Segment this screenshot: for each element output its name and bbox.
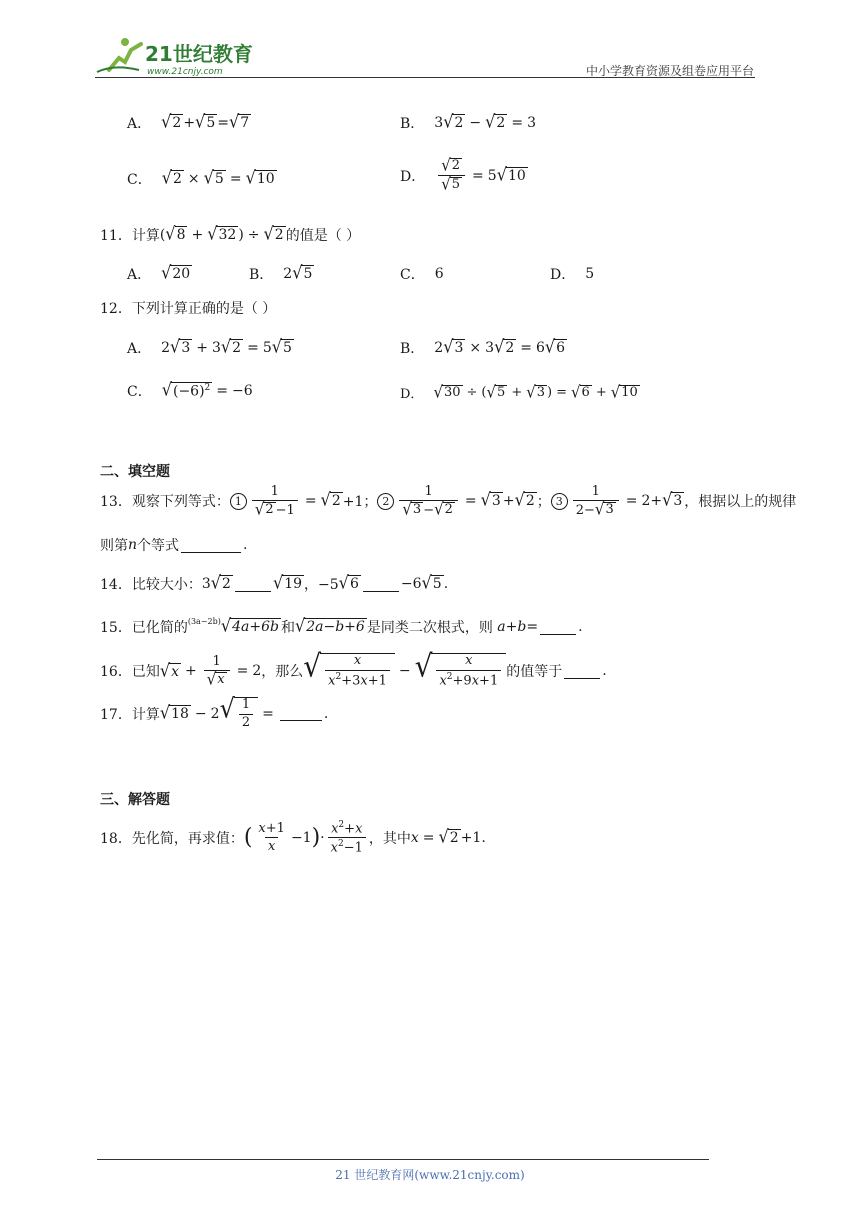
q17-answer-blank[interactable] xyxy=(280,706,322,721)
q12-stem: 12． 下列计算正确的是（ ） xyxy=(100,301,277,317)
footer-text: 21 世纪教育网(www.21cnjy.com) xyxy=(335,1168,525,1182)
logo xyxy=(95,36,260,78)
q14-blank-2[interactable] xyxy=(363,577,399,592)
q15-answer-blank[interactable] xyxy=(540,620,576,635)
q10-option-b: B． 3 √ 2 − √ 2 = 3 xyxy=(400,111,536,133)
q13-line2: 则第 n 个等式 . xyxy=(100,537,248,554)
q18-stem: 18． 先化简，再求值： ( $\frac{x+1}{x}$ −1 ) · $\frac{x^2+x}{x^2-1}$ ，其中 x = √ 2 +1. xyxy=(100,820,486,856)
q12-option-d: D． √ 30 ÷ ( √ 5 + √ 3 ) = √ 6 + √ 10 xyxy=(400,381,638,402)
q13-stem: 13． 观察下列等式： 1 1 √ 2 −1 = √ 2 +1； 2 1 √ 3 − √ 2 = √ 3 + √ 2 ； 3 1 2− √ 3 = 2+ √ 3 ，根据以上的规律 xyxy=(100,484,797,519)
svg-text:21世纪教育: 21世纪教育 xyxy=(145,42,253,66)
q17-stem: 17． 计算 √ 18 − 2 √ $\frac{1}{2}$ = . xyxy=(100,693,329,730)
q13-answer-blank[interactable] xyxy=(181,538,241,553)
q10-option-d: D． √ 2 √ 5 = 5 √ 10 xyxy=(400,155,526,194)
section3-heading: 三、解答题 xyxy=(100,792,170,808)
q11-stem: 11． 计算 ( √ 8 + √ 32 ) ÷ √ 2 的值是（ ） xyxy=(100,223,361,245)
q15-stem: 15． 已化简的 $^{(3a-2b)}$ √ 4a+6b 和 √ 2a−b+6 是同类二次根式，则 a+b = . xyxy=(100,615,583,637)
q11-option-a: A． √ 20 xyxy=(127,262,191,284)
q14-stem: 14． 比较大小： 3 √ 2 √ 19 ，−5 √ 6 −6 √ 5 . xyxy=(100,572,449,594)
svg-text:www.21cnjy.com: www.21cnjy.com xyxy=(147,67,223,77)
q16-answer-blank[interactable] xyxy=(564,664,600,679)
footer-divider xyxy=(97,1159,709,1160)
header-divider xyxy=(95,77,755,78)
section2-heading: 二、填空题 xyxy=(100,464,170,480)
q12-option-c: C． √ $(-6)^2$ = −6 xyxy=(127,379,253,400)
q11-option-b: B． 2 √ 5 xyxy=(249,262,313,284)
q12-option-b: B． 2 √ 3 × 3 √ 2 = 6 √ 6 xyxy=(400,336,566,358)
header-platform-text: 中小学教育资源及组卷应用平台 xyxy=(585,64,754,78)
q10-option-a: A． √ 2 + √ 5 = √ 7 xyxy=(127,111,250,133)
q11-option-c: C． 6 xyxy=(400,266,444,283)
q11-option-d: D． 5 xyxy=(550,266,595,283)
logo-runner-icon xyxy=(95,36,260,78)
q10-option-c: C． √ 2 × √ 5 = √ 10 xyxy=(127,167,275,189)
q12-option-a: A． 2 √ 3 + 3 √ 2 = 5 √ 5 xyxy=(127,336,292,358)
q16-stem: 16． 已知 √ x + 1 √ x = 2 ，那么 √ $\frac{x}{x^2+3x+1}$ − √ $\frac{x}{x^2+9x+1}$ 的值等于 . xyxy=(100,647,607,689)
q14-blank-1[interactable] xyxy=(235,577,271,592)
